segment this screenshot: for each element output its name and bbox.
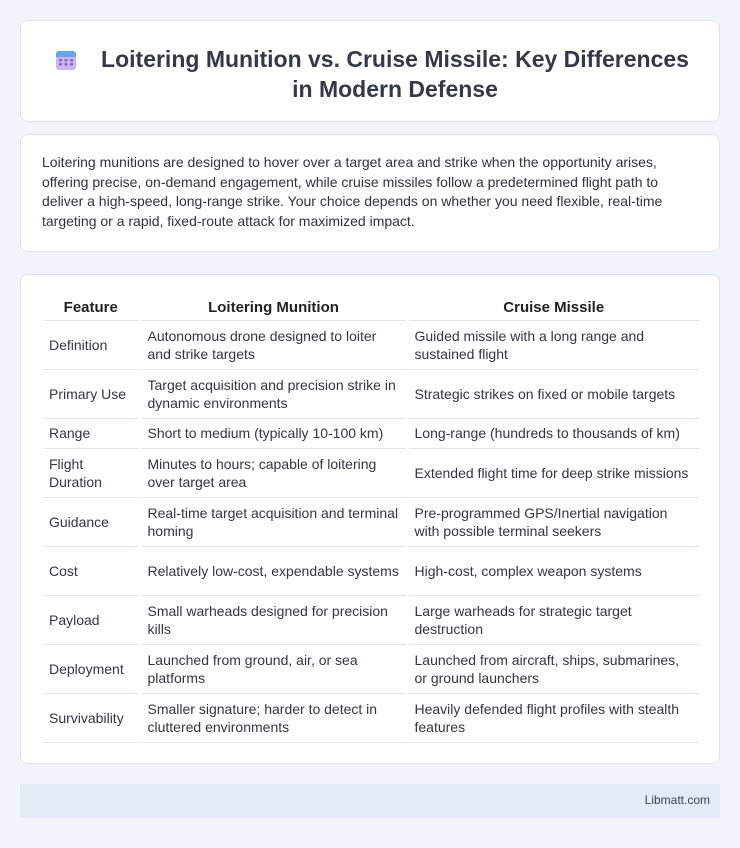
table-row: [43, 369, 699, 418]
page-title: Loitering Munition vs. Cruise Missile: Key Differences in Modern Defense: [101, 46, 689, 102]
loitering-cell: Minutes to hours; capable of loitering over target area: [140, 448, 407, 497]
loitering-cell: Small warheads designed for precision kills: [140, 595, 407, 644]
feature-cell: Payload: [43, 595, 140, 644]
loitering-cell: Target acquisition and precision strike in dynamic environments: [140, 369, 407, 418]
cruise-cell: Heavily defended flight profiles with stealth features: [407, 693, 699, 742]
footer-brand: Libmatt.com: [644, 793, 710, 807]
table-row: [43, 693, 699, 742]
table-row: [43, 546, 699, 595]
intro-card: [20, 134, 720, 252]
column-header-cruise-missile: Cruise Missile: [407, 296, 699, 320]
cruise-cell: Pre-programmed GPS/Inertial navigation with possible terminal seekers: [407, 497, 699, 546]
comparison-card: [20, 274, 720, 764]
table-row: [43, 320, 699, 369]
feature-cell: Guidance: [43, 497, 140, 546]
table-row: [43, 497, 699, 546]
cruise-cell: Guided missile with a long range and sustained flight: [407, 320, 699, 369]
table-row: [43, 644, 699, 693]
feature-cell: Deployment: [43, 644, 140, 693]
loitering-cell: Short to medium (typically 10-100 km): [140, 418, 407, 448]
cruise-cell: Strategic strikes on fixed or mobile targets: [407, 369, 699, 418]
table-header-row: [43, 296, 699, 320]
feature-cell: Survivability: [43, 693, 140, 742]
title-card: [20, 20, 720, 122]
column-header-loitering-munition: Loitering Munition: [140, 296, 407, 320]
footer: [20, 784, 720, 818]
table-row: [43, 595, 699, 644]
loitering-cell: Autonomous drone designed to loiter and strike targets: [140, 320, 407, 369]
feature-cell: Range: [43, 418, 140, 448]
cruise-cell: Large warheads for strategic target destruction: [407, 595, 699, 644]
feature-cell: Definition: [43, 320, 140, 369]
table-row: [43, 418, 699, 448]
cruise-cell: High-cost, complex weapon systems: [407, 546, 699, 595]
feature-cell: Primary Use: [43, 369, 140, 418]
feature-cell: Cost: [43, 546, 140, 595]
cruise-cell: Extended flight time for deep strike missions: [407, 448, 699, 497]
cruise-cell: Long-range (hundreds to thousands of km): [407, 418, 699, 448]
loitering-cell: Launched from ground, air, or sea platforms: [140, 644, 407, 693]
loitering-cell: Real-time target acquisition and terminal homing: [140, 497, 407, 546]
loitering-cell: Smaller signature; harder to detect in cluttered environments: [140, 693, 407, 742]
cruise-cell: Launched from aircraft, ships, submarines, or ground launchers: [407, 644, 699, 693]
table-row: [43, 448, 699, 497]
intro-paragraph: Loitering munitions are designed to hover over a target area and strike when the opportunity arises, offering precise, on-demand engagement, while cruise missiles follow a predetermined flight path to deliver a high-speed, long-range strike. Your choice depends on whether you need flexible, real-time targeting or a rapid, fixed-route attack for maximized impact.: [42, 154, 663, 229]
feature-cell: Flight Duration: [43, 448, 140, 497]
column-header-feature: Feature: [43, 296, 140, 320]
comparison-table: [43, 296, 699, 743]
loitering-cell: Relatively low-cost, expendable systems: [140, 546, 407, 595]
